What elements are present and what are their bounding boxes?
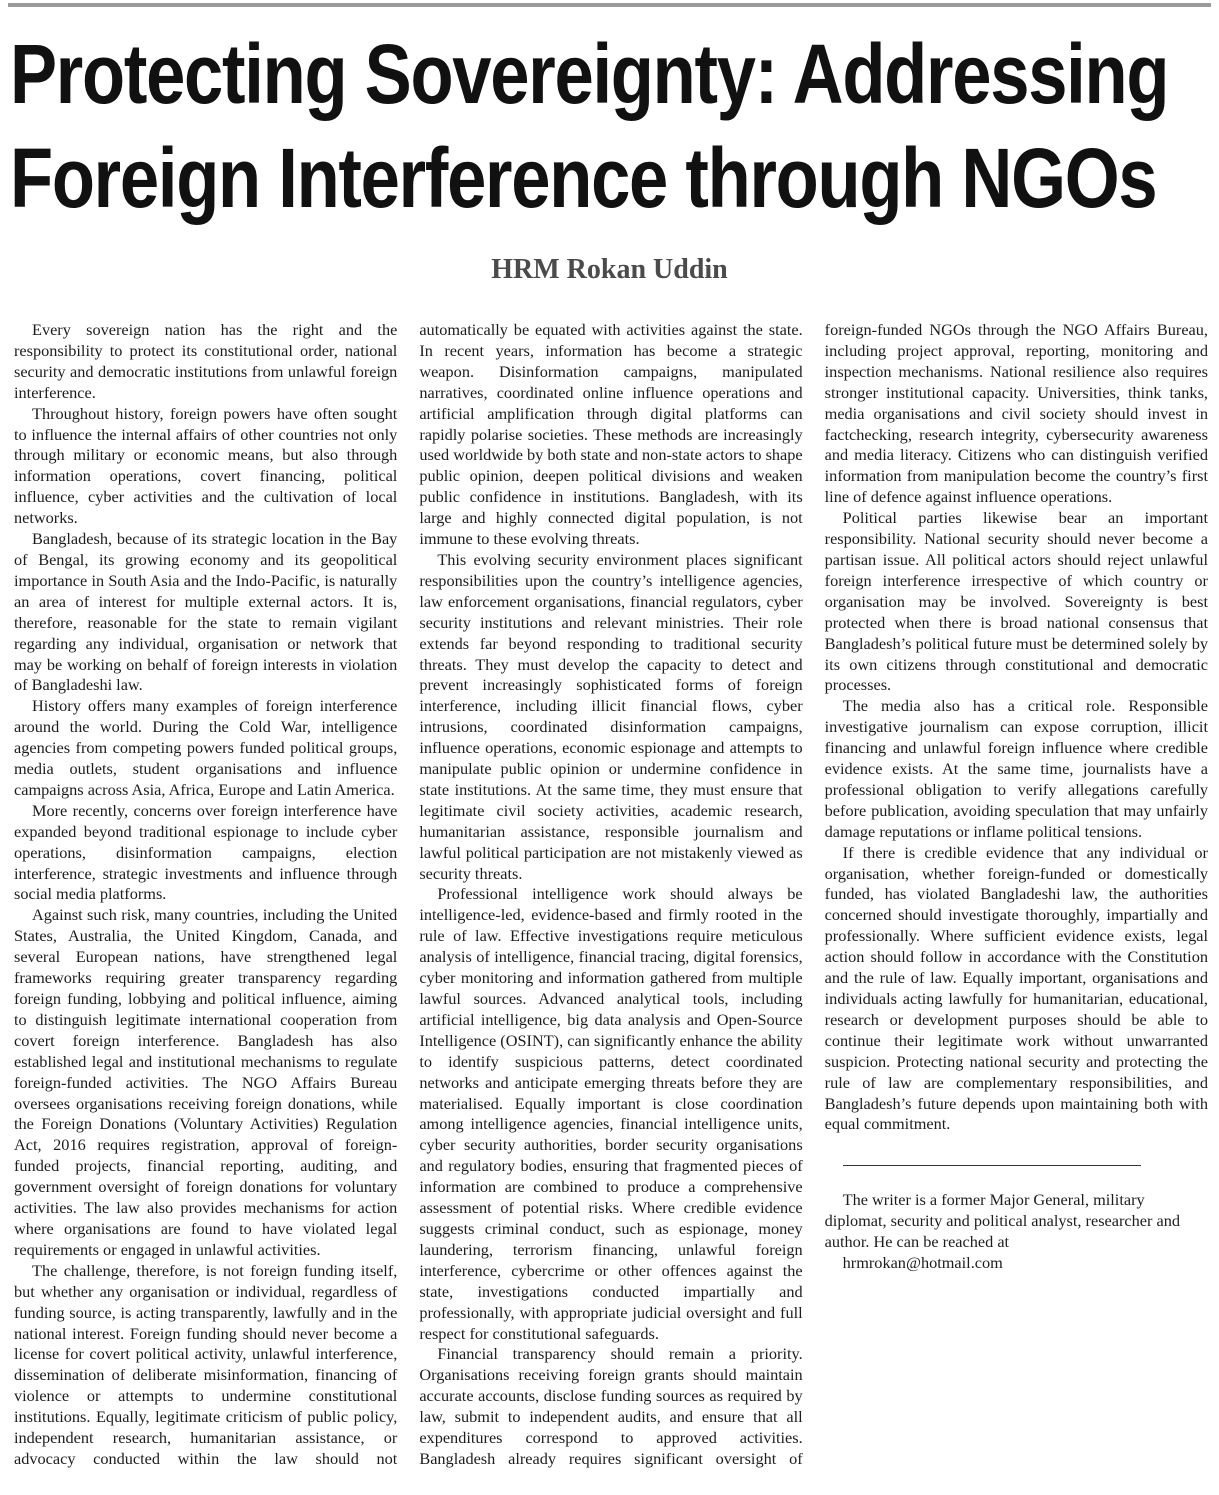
headline-line-1: Protecting Sovereignty: Addressing xyxy=(10,27,1169,121)
headline-line-2: Foreign Interference through NGOs xyxy=(10,131,1157,225)
paragraph: Political parties likewise bear an important responsibility. National security should never become a partisan issue. All political actors should reject unlawful foreign interference irrespective of which country or organisation may be involved. Sovereignty is best protected when there is broad national consensus that Bangladesh’s political future must be determined solely by its own citizens through constitutional and democratic processes. xyxy=(824,508,1208,695)
paragraph: The challenge, therefore, is not foreign funding itself, but whether any organisation or individual, regardless of funding source, is acting transparently, lawfully and in the national interest. Foreign funding should never become a license for covert political activity, unlawful interference, dissemination of deliberate misinformation, financing of violence or attempts to undermine constitutional institutions. Equally, legitimate criticism of public policy, independent research, humanitarian assistance, or advocacy conducted within the law should not automatically be equated with activities against the state. In recent years, information has become a strategic weapon. Disinformation campaigns, manipulated narratives, coordinated online influence operations and artificial amplification through digital platforms can rapidly polarise societies. These methods are increasingly used worldwide by both state and non-state actors to shape public opinion, deepen political divisions and weaken public confidence in institutions. Bangladesh, with its large and highly connected digital population, is not immune to these evolving threats. xyxy=(14,320,803,1468)
paragraph: Financial transparency should remain a priority. Organisations receiving foreign grants should maintain accurate accounts, disclose funding sources as required by law, submit to independent audits, and ensure that all expenditures correspond to approved activities. Bangladesh already requires significant oversight of foreign-funded NGOs through the NGO Affairs Bureau, including project approval, reporting, monitoring and inspection mechanisms. National resilience also requires stronger institutional capacity. Universities, think tanks, media organisations and civil society should invest in factchecking, research integrity, cybersecurity awareness and media literacy. Citizens who can distinguish verified information from manipulation become the country’s first line of defence against influence operations. xyxy=(419,320,1208,1468)
author-bio: The writer is a former Major General, military diplomat, security and political analyst, researcher and author. He can be reached at xyxy=(824,1190,1180,1252)
author-footnote xyxy=(825,1165,1208,1274)
paragraph: The media also has a critical role. Responsible investigative journalism can expose corruption, illicit financing and unlawful foreign influence where credible evidence exists. At the same time, journalists have a professional obligation to verify allegations carefully before publication, avoiding speculation that may unfairly damage reputations or inflame political tensions. xyxy=(824,696,1208,841)
paragraph: History offers many examples of foreign interference around the world. During the Cold War, intelligence agencies from competing powers funded political groups, media outlets, student organisations and influence campaigns across Asia, Africa, Europe and Latin America. xyxy=(14,696,398,799)
paragraph: This evolving security environment places significant responsibilities upon the country’s intelligence agencies, law enforcement organisations, financial regulators, cyber security institutions and relevant ministries. Their role extends far beyond responding to traditional security threats. They must develop the capacity to detect and prevent increasingly sophisticated forms of foreign interference, including illicit financial flows, cyber intrusions, coordinated disinformation campaigns, influence operations, economic espionage and attempts to manipulate public opinion or undermine confidence in state institutions. At the same time, they must ensure that legitimate civil society activities, academic research, humanitarian assistance, responsible journalism and lawful political participation are not mistakenly viewed as security threats. xyxy=(419,549,803,883)
paragraph: Throughout history, foreign powers have often sought to influence the internal affairs of other countries not only through military or economic means, but also through information operations, covert financing, political influence, cyber activities and the cultivation of local networks. xyxy=(14,403,398,528)
byline: HRM Rokan Uddin xyxy=(491,254,728,285)
paragraph: Every sovereign nation has the right and the responsibility to protect its constitutional order, national security and democratic institutions from unlawful foreign interference. xyxy=(14,320,398,402)
paragraph: Bangladesh, because of its strategic location in the Bay of Bengal, its growing economy and its geopolitical importance in South Asia and the Indo-Pacific, is naturally an area of interest for multiple external actors. It is, therefore, reasonable for the state to remain vigilant regarding any individual, organisation or network that may be working on behalf of foreign interests in violation of Bangladeshi law. xyxy=(14,529,398,695)
paragraph: If there is credible evidence that any individual or organisation, whether foreign-funded or domestically funded, has violated Bangladeshi law, the authorities concerned should investigate thoroughly, impartially and professionally. Where sufficient evidence exists, legal action should follow in accordance with the Constitution and the rule of law. Equally important, organisations and individuals acting lawfully for humanitarian, educational, research or development purposes should be able to continue their legitimate work without unwarranted suspicion. Protecting national security and protecting the rule of law are complementary responsibilities, and Bangladesh’s future depends upon maintaining both with equal commitment. xyxy=(824,842,1208,1134)
article-body xyxy=(14,320,1208,1486)
top-rule xyxy=(8,3,1211,7)
headline xyxy=(10,22,1169,230)
paragraph: Against such risk, many countries, including the United States, Australia, the United Kingdom, Canada, and several European nations, have strengthened legal frameworks requiring greater transparency regarding foreign funding, lobbying and political influence, aiming to distinguish legitimate international cooperation from covert foreign interference. Bangladesh has also established legal and institutional mechanisms to regulate foreign-funded activities. The NGO Affairs Bureau oversees organisations receiving foreign donations, while the Foreign Donations (Voluntary Activities) Regulation Act, 2016 requires registration, approval of foreign-funded projects, financial reporting, auditing, and government oversight of foreign donations for voluntary activities. The law also provides mechanisms for action where organisations are found to have violated legal requirements or engaged in unlawful activities. xyxy=(14,905,398,1259)
author-email[interactable]: hrmrokan@hotmail.com xyxy=(842,1253,1003,1273)
footnote-divider xyxy=(843,1165,1141,1166)
paragraph: More recently, concerns over foreign interference have expanded beyond traditional espionage to include cyber operations, disinformation campaigns, election interference, strategic investments and influence through social media platforms. xyxy=(14,800,398,904)
paragraph: Professional intelligence work should always be intelligence-led, evidence-based and firmly rooted in the rule of law. Effective investigations require meticulous analysis of intelligence, financial tracing, digital forensics, cyber monitoring and information gathered from multiple lawful sources. Advanced analytical tools, including artificial intelligence, big data analysis and Open-Source Intelligence (OSINT), can significantly enhance the ability to identify suspicious patterns, detect coordinated networks and anticipate emerging threats before they are materialised. Equally important is close coordination among intelligence agencies, financial intelligence units, cyber security authorities, border security organisations and regulatory bodies, ensuring that fragmented pieces of information are combined to produce a comprehensive assessment of potential risks. Where credible evidence suggests criminal conduct, such as espionage, money laundering, terrorism financing, unlawful foreign interference, cybercrime or other offences against the state, investigations conducted impartially and professionally, with appropriate judicial oversight and full respect for constitutional safeguards. xyxy=(419,884,803,1343)
